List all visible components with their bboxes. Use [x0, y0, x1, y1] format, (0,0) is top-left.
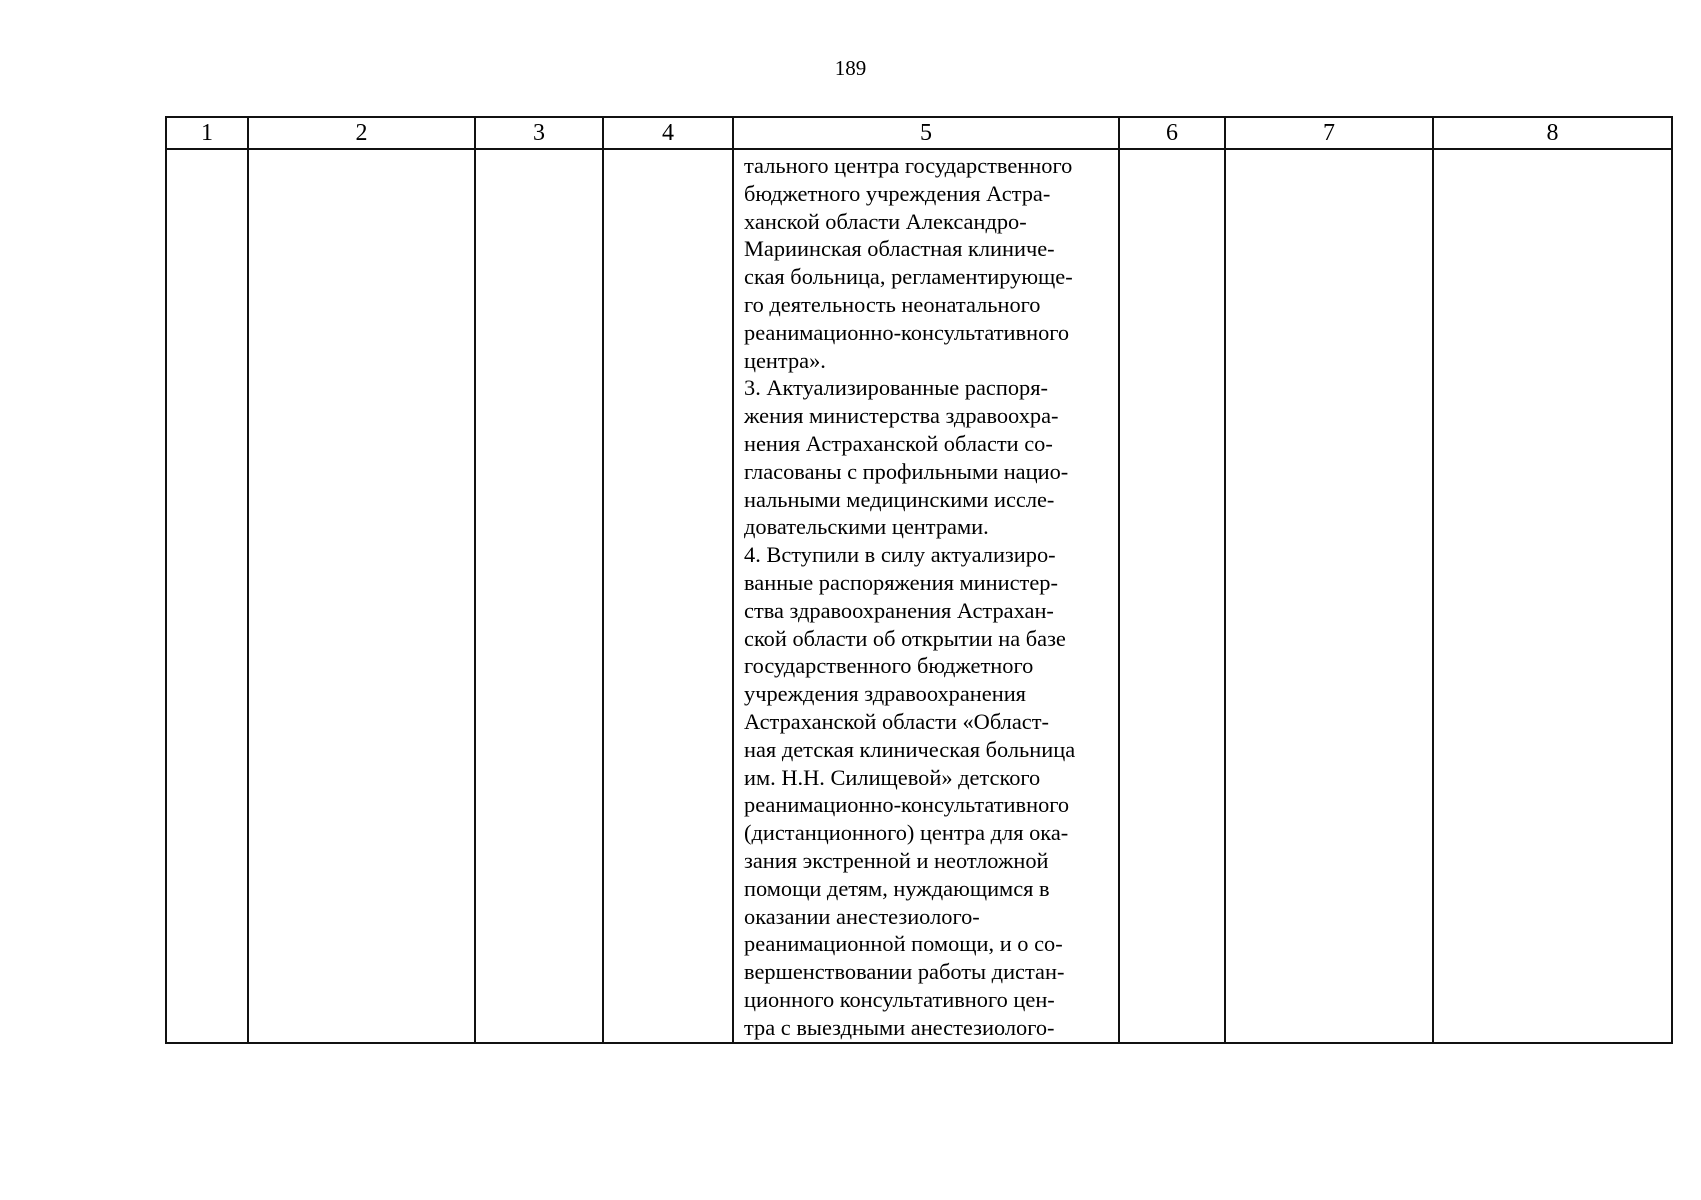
- text-line: тального центра государственного: [744, 153, 1073, 178]
- table-header-row: [166, 117, 1672, 149]
- text-line: центра».: [744, 347, 826, 373]
- column-header-7: 7: [1225, 117, 1433, 149]
- text-line: (дистанционного) центра для ока-: [744, 820, 1069, 846]
- cell-col-1: [166, 149, 248, 1043]
- text-line: помощи детям, нуждающимся в: [744, 875, 1050, 901]
- cell-col-5: [733, 149, 1119, 1043]
- text-line: зания экстренной и неотложной: [744, 847, 1049, 873]
- text-line: Мариинская областная клиниче-: [744, 236, 1055, 262]
- text-line: учреждения здравоохранения: [744, 681, 1026, 707]
- table-row: [166, 149, 1672, 1043]
- text-line: бюджетного учреждения Астра-: [744, 180, 1051, 206]
- text-line: нения Астраханской области со-: [744, 430, 1053, 456]
- text-line: тра с выездными анестезиолого-: [744, 1014, 1055, 1040]
- cell-col-6: [1119, 149, 1225, 1043]
- text-line: реанимационно-консультативного: [744, 319, 1070, 345]
- column-header-4: 4: [603, 117, 733, 149]
- text-line: 4. Вступили в силу актуализиро-: [744, 542, 1056, 568]
- document-table: [165, 116, 1673, 1044]
- text-line: вершенствовании работы дистан-: [744, 959, 1065, 985]
- column-header-3: 3: [475, 117, 603, 149]
- cell-col-8: [1433, 149, 1672, 1043]
- column-header-2: 2: [248, 117, 475, 149]
- text-line: оказании анестезиолого-: [744, 903, 980, 929]
- text-line: ханской области Александро-: [744, 208, 1027, 234]
- page-number: 189: [834, 56, 867, 80]
- text-line: государственного бюджетного: [744, 653, 1034, 679]
- text-line: Астраханской области «Област-: [744, 708, 1049, 734]
- column-header-8: 8: [1433, 117, 1672, 149]
- text-line: ской области об открытии на базе: [744, 625, 1066, 651]
- column-header-6: 6: [1119, 117, 1225, 149]
- text-line: ская больница, регламентирующе-: [744, 264, 1073, 290]
- text-line: го деятельность неонатального: [744, 291, 1041, 317]
- text-line: им. Н.Н. Силищевой» детского: [744, 764, 1041, 790]
- text-line: ванные распоряжения министер-: [744, 569, 1058, 595]
- text-line: реанимационно-консультативного: [744, 792, 1070, 818]
- text-line: 3. Актуализированные распоря-: [744, 375, 1049, 401]
- text-line: ства здравоохранения Астрахан-: [744, 597, 1054, 623]
- column-header-1: 1: [166, 117, 248, 149]
- cell-col-5-text: [734, 150, 1118, 1042]
- cell-col-7: [1225, 149, 1433, 1043]
- cell-col-3: [475, 149, 603, 1043]
- column-header-5: 5: [733, 117, 1119, 149]
- cell-col-2: [248, 149, 475, 1043]
- text-line: жения министерства здравоохра-: [744, 403, 1059, 429]
- text-line: ная детская клиническая больница: [744, 736, 1076, 762]
- cell-col-4: [603, 149, 733, 1043]
- text-line: довательскими центрами.: [744, 514, 989, 540]
- text-line: гласованы с профильными нацио-: [744, 458, 1069, 484]
- text-line: реанимационной помощи, и о со-: [744, 931, 1063, 957]
- text-line: ционного консультативного цен-: [744, 986, 1055, 1012]
- text-line: нальными медицинскими иссле-: [744, 486, 1055, 512]
